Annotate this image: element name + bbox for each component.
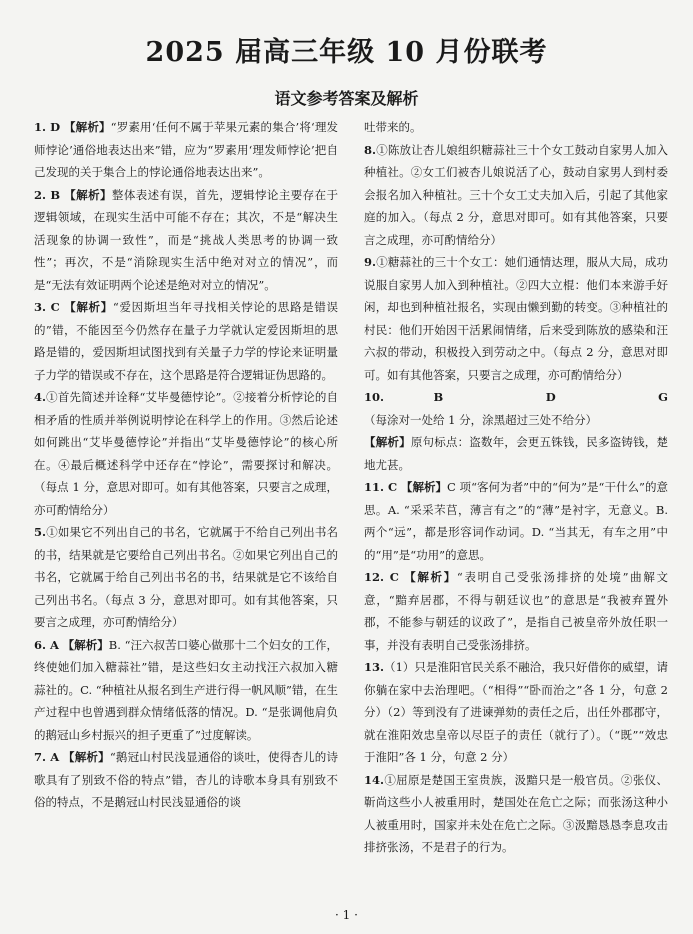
answer-item [364, 656, 668, 769]
item-text: 吐带来的。 [364, 120, 422, 134]
item-number: 10. B D G [364, 390, 668, 404]
item-text: C 项“客何为者”中的“何为”是“干什么”的意思。A. “采采芣苢，薄言有之”的“薄”是衬字，无意义。B. 两个“远”，都是形容词作动词。D. “当其无，有车之用”中的“用”是“功用”的意思。 [364, 480, 669, 562]
item-text: “罗素用‘任何不属于苹果元素的集合’将‘理发师悖论’通俗地表达出来”错，应为“罗素用‘理发师悖论’把自己发现的关于集合上的悖论通俗地表达出来”。 [34, 120, 339, 179]
answer-item [364, 769, 668, 859]
answer-item [34, 116, 338, 184]
item-number: 7. A [34, 750, 60, 764]
item-number: 2. B [34, 187, 61, 202]
item-number: 12. C [364, 570, 399, 584]
item-text: ①如果它不列出自己的书名，它就属于不给自己列出书名的书，结果就是它要给自己列出书名。②如果它列出自己的书名，它就属于给自己列出书名的书，结果就是它不该给自己列出书名。（每点 3 分，意思对即可。如有其他答案，只要言之成理，亦可酌情给分） [34, 525, 338, 629]
item-text: “鹅冠山村民浅显通俗的谈吐，使得杏儿的诗歌具有了别致不俗的特点”错，杏儿的诗歌本身具有别致不俗的特点，不是鹅冠山村民浅显通俗的谈 [34, 750, 339, 809]
answer-item [364, 116, 668, 139]
item-text: ①糖蒜社的三十个女工：她们通情达理，服从大局，成功说服自家男人加入到种植社。②四大立棍：他们本来游手好闲，却也到种植社报名，实现由懒到勤的转变。③种植社的村民：他们开始因干活累闹情绪，后来受到陈放的感染和汪六叔的带动，积极投入到劳动之中。（每点 2 分，意思对即可。如有其他答案，只要言之成理，亦可酌情给分） [364, 255, 668, 382]
answer-item [34, 521, 338, 634]
item-number: 6. A [34, 637, 59, 652]
page-number: · 1 · [335, 908, 358, 922]
item-text: “爱因斯坦当年寻找相关悖论的思路是错误的”错，不能因至今仍然存在量子力学就认定爱因斯坦的思路是错的，爱因斯坦试图找到有关量子力学的悖论来证明量子力学的错误或不存在，这个思路是符合逻辑证伪思路的。 [34, 300, 338, 382]
answer-item [364, 431, 668, 476]
analysis-tag: 【解析】 [64, 187, 112, 202]
item-text: “表明自己受张汤排挤的处境”曲解文意，“黯弃居郡，不得与朝廷议也”的意思是“我被弃置外郡，不能参与朝廷的议政了”，是指自己被皇帝外放任职一事，并没有表明自己受张汤排挤。 [364, 570, 669, 652]
answer-item [34, 296, 338, 386]
answer-item [364, 566, 668, 656]
page-title: 2025 届高三年级 10 月份联考 [145, 37, 548, 68]
answer-item [364, 476, 668, 566]
answer-item [34, 184, 338, 297]
analysis-tag: 【解析】 [63, 120, 111, 134]
item-number: 4. [34, 390, 47, 404]
answer-item [364, 251, 668, 386]
answer-item [34, 634, 338, 747]
item-number: 3. C [34, 300, 60, 314]
item-number: 9. [364, 255, 377, 269]
item-number: 13. [364, 660, 385, 674]
item-number: 14. [364, 772, 385, 787]
item-number: 8. [364, 142, 377, 157]
item-text: 原句标点：盗数年，会更五铢钱，民多盗铸钱，楚地尤甚。 [364, 435, 669, 472]
right-column [364, 116, 668, 859]
answer-item [364, 386, 668, 431]
item-text: ①陈放让杏儿娘组织糖蒜社三十个女工鼓动自家男人加入种植社。②女工们被杏儿娘说活了心，鼓动自家男人到村委会报名加入种植社。三十个女工丈夫加入后，引起了其他家庭的加入。（每点 2 分，意思对即可。如有其他答案，只要言之成理，亦可酌情给分） [364, 142, 668, 247]
answer-item [364, 139, 668, 252]
item-text: （1）只是淮阳官民关系不融洽，我只好借你的威望，请你躺在家中去治理吧。（“相得”“卧而治之”各 1 分，句意 2 分）（2）等到没有了进谏弹劾的责任之后，出任外郡郡守，就在淮阳效忠皇帝以尽臣子的责任（就行了）。（“既”“效忠于淮阳”各 1 分，句意 2 分） [364, 660, 668, 764]
item-number: 5. [34, 525, 47, 539]
analysis-tag: 【解析】 [64, 300, 113, 314]
page-subtitle: 语文参考答案及解析 [274, 89, 419, 108]
analysis-tag: 【解析】 [62, 637, 109, 652]
item-text: B. “汪六叔苦口婆心做那十二个妇女的工作，终使她们加入糖蒜社”错，是这些妇女主动找汪六叔加入糖蒜社的。C. “种植社从报名到生产进行得一帆风顺”错，在生产过程中也曾遇到群众情绪低落的情况。D. “是张调他肩负的鹅冠山乡村振兴的担子更重了”过度解读。 [34, 637, 339, 742]
item-text: ①屈原是楚国王室贵族，汲黯只是一般官员。②张仪、靳尚这些小人被重用时，楚国处在危亡之际；而张汤这种小人被重用时，国家并未处在危亡之际。③汲黯恳恳李息攻击排挤张汤，不是君子的行为。 [364, 772, 668, 854]
answer-item [34, 386, 338, 521]
item-number: 11. C [364, 480, 398, 494]
item-text: （每涂对一处给 1 分，涂黑超过三处不给分） [364, 412, 598, 427]
item-number: 1. D [34, 120, 61, 134]
analysis-tag: 【解析】 [63, 750, 110, 764]
item-text: ①首先简述并诠释“艾毕曼德悖论”。②接着分析悖论的自相矛盾的性质并举例说明悖论在科学上的作用。③然后论述如何跳出“艾毕曼德悖论”并指出“艾毕曼德悖论”的核心所在。④最后概述科学中还存在“悖论”，需要探讨和解决。（每点 1 分，意思对即可。如有其他答案，只要言之成理，亦可酌情给分） [34, 390, 338, 517]
analysis-tag: 【解析】 [404, 570, 457, 584]
analysis-tag: 【解析】 [400, 480, 448, 494]
answer-item [34, 746, 338, 814]
item-text: 整体表述有误，首先，逻辑悖论主要存在于逻辑领域，在现实生活中可能不存在；其次，不是“解决生活现象的协调一致性”，而是“挑战人类思考的协调一致性”；再次，不是“消除现实生活中绝对对立的情况”，而是“无法有效证明两个论述是绝对对立的情况”。 [34, 187, 339, 292]
left-column [34, 116, 338, 814]
analysis-tag: 【解析】 [364, 435, 411, 449]
